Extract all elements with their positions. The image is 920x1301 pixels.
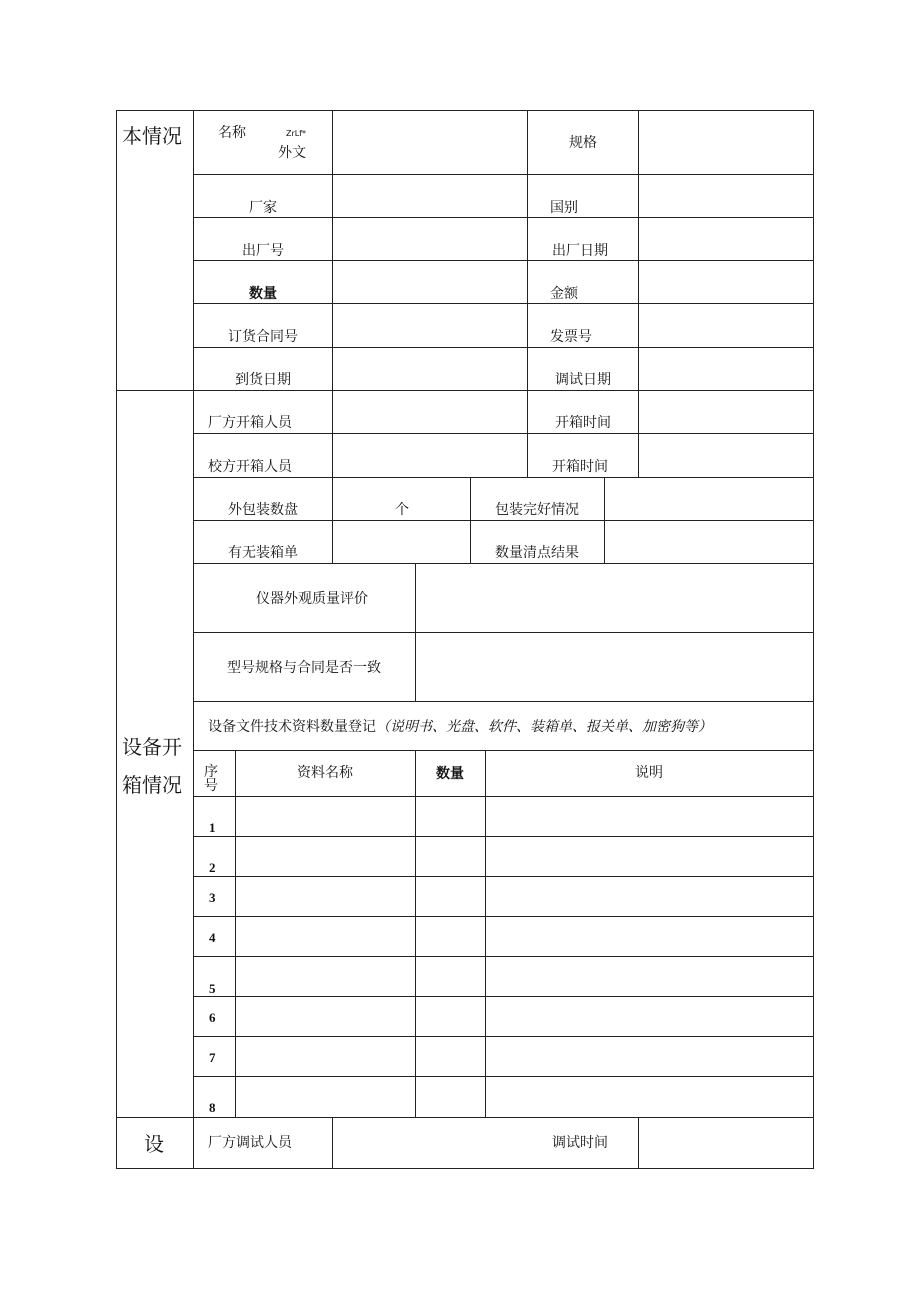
amount-label: 金额 — [550, 286, 578, 302]
row-line — [194, 796, 814, 797]
table-row-number: 4 — [209, 930, 216, 945]
col-line — [813, 110, 814, 1169]
row-line — [116, 1168, 814, 1169]
table-row-number: 5 — [209, 981, 216, 996]
count-result-label: 数量清点结果 — [495, 545, 579, 561]
invoice-number-label: 发票号 — [550, 329, 592, 345]
col-line — [638, 1117, 639, 1169]
row-line — [194, 347, 814, 348]
row-line — [194, 477, 814, 478]
documents-register-title — [208, 719, 712, 735]
section-basic-info: 本情况 — [122, 124, 182, 148]
name-label: 名称 — [218, 125, 246, 141]
serial-number-label: 出厂号 — [242, 243, 284, 259]
documents-register-note: （说明书、光盘、软件、装箱单、报关单、加密狗等） — [376, 719, 712, 735]
packing-list-label: 有无装箱单 — [228, 545, 298, 561]
seq-header: 序号 — [204, 764, 218, 794]
table-row-number: 2 — [209, 860, 216, 875]
manufacture-date-label: 出厂日期 — [552, 243, 608, 259]
model-contract-match-label: 型号规格与合同是否一致 — [227, 660, 381, 676]
section-unboxing: 设备开箱情况 — [122, 735, 182, 797]
school-unboxing-staff-label: 校方开箱人员 — [208, 459, 292, 475]
col-line — [604, 477, 605, 563]
documents-register-text: 设备文件技术资料数量登记 — [208, 719, 376, 735]
row-line — [194, 563, 814, 564]
quantity-label: 数量 — [249, 286, 277, 302]
outer-package-unit: 个 — [395, 502, 409, 518]
col-line — [415, 750, 416, 1117]
row-line — [194, 520, 814, 521]
arrival-date-label: 到货日期 — [235, 372, 291, 388]
debug-time-label: 调试时间 — [552, 1135, 608, 1151]
col-line — [332, 1117, 333, 1169]
row-line — [194, 996, 814, 997]
row-line — [194, 1076, 814, 1077]
maker-debug-staff-label: 厂方调试人员 — [208, 1135, 292, 1151]
table-row-number: 3 — [209, 890, 216, 905]
row-line — [194, 303, 814, 304]
doc-qty-header: 数量 — [436, 766, 464, 782]
row-line — [194, 217, 814, 218]
table-row-number: 7 — [209, 1050, 216, 1065]
row-line — [194, 632, 814, 633]
row-line — [194, 1036, 814, 1037]
outer-package-count-label: 外包装数盘 — [228, 502, 298, 518]
col-line — [485, 750, 486, 1117]
row-line — [116, 390, 814, 391]
col-line — [415, 563, 416, 702]
col-line — [116, 110, 117, 1169]
table-row-number: 8 — [209, 1100, 216, 1115]
contract-number-label: 订货合同号 — [228, 329, 298, 345]
maker-unboxing-staff-label: 厂方开箱人员 — [208, 415, 292, 431]
col-line — [235, 750, 236, 1117]
col-line — [638, 110, 639, 477]
spec-label: 规格 — [569, 135, 597, 151]
col-line — [332, 110, 333, 563]
col-line — [193, 110, 194, 1169]
package-condition-label: 包装完好情况 — [495, 502, 579, 518]
col-line — [527, 110, 528, 477]
table-row-number: 6 — [209, 1010, 216, 1025]
row-line — [194, 876, 814, 877]
row-line — [194, 260, 814, 261]
doc-name-header: 资料名称 — [297, 765, 353, 781]
row-line — [194, 956, 814, 957]
row-line — [116, 1117, 814, 1118]
unboxing-time-label-1: 开箱时间 — [555, 415, 611, 431]
unboxing-time-label-2: 开箱时间 — [552, 459, 608, 475]
col-line — [470, 477, 471, 563]
appearance-quality-label: 仪器外观质量评价 — [256, 591, 368, 607]
row-line — [116, 110, 814, 111]
table-row-number: 1 — [209, 820, 216, 835]
section-debug: 设 — [144, 1132, 164, 1156]
row-line — [194, 916, 814, 917]
doc-desc-header: 说明 — [635, 765, 663, 781]
foreign-name-label: 外文 — [278, 145, 306, 161]
row-line — [194, 174, 814, 175]
row-line — [194, 433, 814, 434]
maker-label: 厂家 — [249, 200, 277, 216]
row-line — [194, 836, 814, 837]
name-note: ZrLf* — [286, 129, 307, 138]
row-line — [194, 701, 814, 702]
debug-date-label: 调试日期 — [555, 372, 611, 388]
row-line — [194, 750, 814, 751]
country-label: 国别 — [550, 200, 578, 216]
